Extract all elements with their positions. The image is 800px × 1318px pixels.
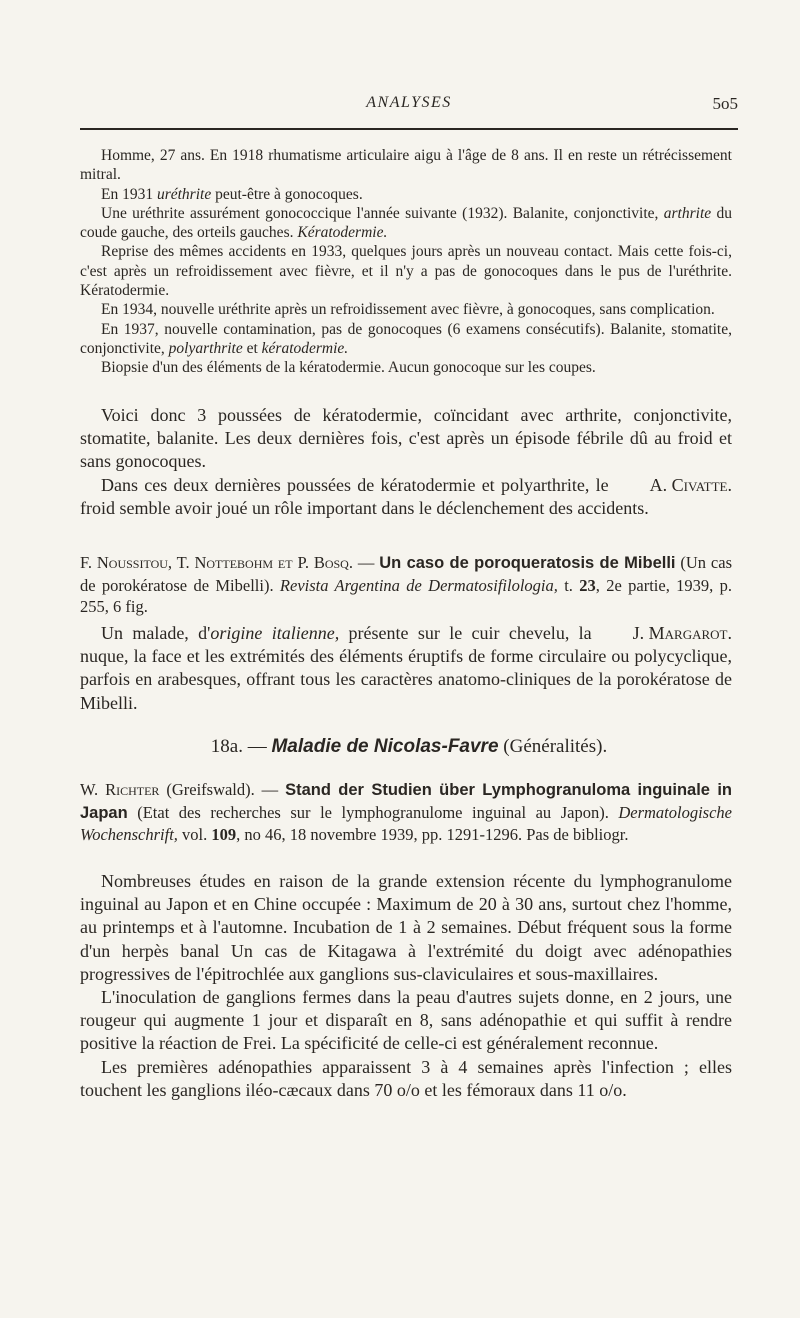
summary-paragraph: Voici donc 3 poussées de kératodermie, coïncidant avec arthrite, conjonctivite, stomatite, balanite. Les deux dernières fois, c'est après un épisode fébrile dû au froid et sans gonocoques. [80,405,732,472]
summary-paragraph: A. Civatte. Dans ces deux dernières poussées de kératodermie et polyarthrite, le froid semble avoir joué un rôle important dans le déclenchement des accidents. [80,474,732,518]
case-history [80,146,732,378]
running-header [80,94,738,116]
section-heading: 18a. — Maladie de Nicolas-Favre (Généralités). [210,736,608,757]
page-number: 5o5 [712,94,738,113]
summary-paragraph: J. Margarot. Un malade, d'origine italienne, présente sur le cuir chevelu, la nuque, la face et les extrémités des éléments éruptifs de forme circulaire ou polycyclique, parfois en arabesques, offrant tous les caractères anatomo-cliniques de la porokératose de Mibelli. [80,623,732,713]
reference-citation: W. Richter (Greifswald). — Stand der Studien über Lymphogranuloma inguinale in Japan (Etat des recherches sur le lymphogranulome inguinal au Japon). Dermatologische Wochenschrift, vol. 109, no 46, 18 novembre 1939, pp. 1291-1296. Pas de bibliogr. [80,780,733,844]
case-paragraph: Une uréthrite assurément gonococcique l'année suivante (1932). Balanite, conjonctivite, arthrite du coude gauche, des orteils gauches. Kératodermie. [80,204,732,242]
reference-citation: F. Noussitou, T. Nottebohm et P. Bosq. — Un caso de poroqueratosis de Mibelli (Un cas de porokératose de Mibelli). Revista Argentina de Dermatosifilologia, t. 23, 2e partie, 1939, p. 255, 6 fig. [80,553,732,616]
summary-civatte [80,404,732,520]
summary-paragraph: Les premières adénopathies apparaissent 3 à 4 semaines après l'infection ; elles touchent les ganglions iléo-cæcaux dans 70 o/o et les fémoraux dans 11 o/o. [80,1056,732,1100]
reference-title: Un caso de poroqueratosis de Mibelli [379,554,676,572]
case-paragraph: En 1937, nouvelle contamination, pas de gonocoques (6 examens consécutifs). Balanite, stomatite, conjonctivite, polyarthrite et kératodermie. [80,320,732,357]
case-paragraph: Homme, 27 ans. En 1918 rhumatisme articulaire aigu à l'âge de 8 ans. Il en reste un rétrécissement mitral. [80,147,732,184]
summary-richter [80,870,732,1102]
reference-noussitou [80,552,732,618]
case-paragraph: En 1934, nouvelle uréthrite après un refroidissement avec fièvre, à gonocoques, sans complication. [101,301,715,319]
header-rule [80,128,738,130]
reference-journal: Revista Argentina de Dermatosifilologia, [279,575,558,595]
case-paragraph: En 1931 uréthrite peut-être à gonocoques. [101,185,363,203]
section-title: Maladie de Nicolas-Favre [271,736,499,757]
case-paragraph: Biopsie d'un des éléments de la kératodermie. Aucun gonocoque sur les coupes. [101,359,596,377]
review-author: A. Civatte. [649,474,732,495]
case-paragraph: Reprise des mêmes accidents en 1933, quelques jours après un nouveau contact. Mais cette fois-ci, c'est après un refroidissement avec fièvre, et il n'y a pas de gonocoques dans le pus de l'uréthrite. Kératodermie. [80,243,732,300]
reference-journal: Dermatologische Wochenschrift, [80,802,732,844]
review-author: J. Margarot. [632,623,732,643]
reference-richter [80,779,732,846]
summary-margarot [80,622,732,715]
reference-authors: W. Richter [80,780,160,799]
reference-authors: F. Noussitou, T. Nottebohm et P. Bosq. [80,553,353,572]
running-title: ANALYSES [366,94,452,111]
summary-paragraph: L'inoculation de ganglions fermes dans la peau d'autres sujets donne, en 2 jours, une rougeur qui augmente 1 jour et disparaît en 8, sans adénopathie et qui suffit à rendre positive la réaction de Frei. La spécificité de celle-ci est généralement reconnue. [80,987,732,1054]
reference-title: Stand der Studien über Lymphogranuloma inguinale in Japan [80,781,733,822]
summary-paragraph: Nombreuses études en raison de la grande extension récente du lymphogranulome inguinal au Japon et en Chine occupée : Maximum de 20 à 30 ans, surtout chez l'homme, au printemps et à l'automne. Incubation de 1 à 2 semaines. Début fréquent sous la forme d'un herpès banal Un cas de Kitagawa à l'extrémité du doigt avec adénopathies progressives de l'épitrochlée aux ganglions sus-claviculaires et sous-maxillaires. [80,871,732,984]
